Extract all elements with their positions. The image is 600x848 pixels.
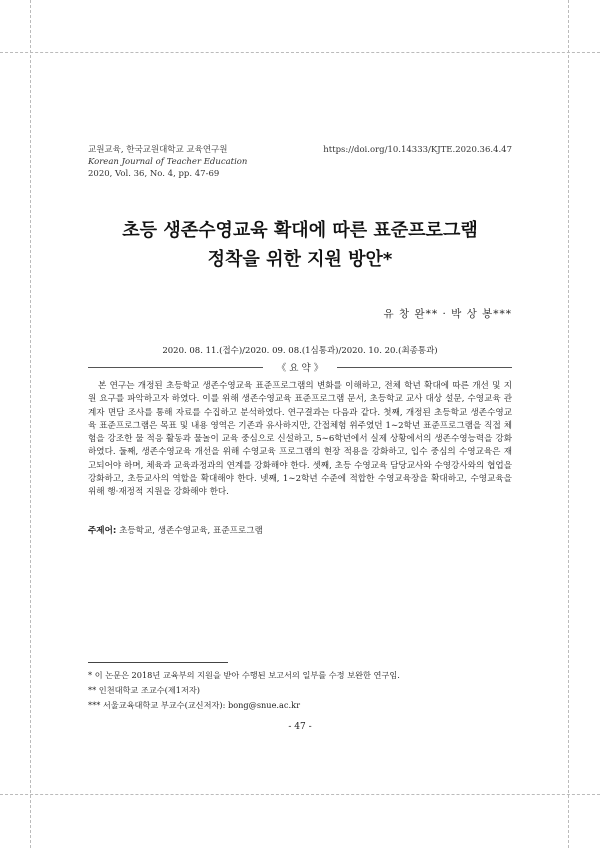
crop-guide-top xyxy=(0,52,600,53)
abstract-label: 《 요 약 》 xyxy=(276,363,324,374)
footnote-rule xyxy=(88,662,228,663)
footnote-corresponding-author: *** 서울교육대학교 부교수(교신저자): bong@snue.ac.kr xyxy=(88,700,300,710)
page-number: - 47 - xyxy=(288,722,312,732)
keywords xyxy=(88,524,263,536)
abstract-text: 본 연구는 개정된 초등학교 생존수영교육 표준프로그램의 변화를 이해하고, 전체 학년 확대에 따른 개선 및 지원 요구를 파악하고자 하였다. 이를 위해 생존수영교육 표준프로그램 문서, 초등학교 교사 대상 설문, 수영교육 관계자 면담 조사를 통해 자료를 수집하고 분석하였다. 연구결과는 다음과 같다. 첫째, 개정된 초등학교 생존수영교육 표준프로그램은 목표 및 내용 영역은 기존과 유사하지만, 간접체험 위주였던 1∼2학년 표준프로그램을 직접 체험을 강조한 물 적응 활동과 물놀이 교육 중심으로 신설하고, 5∼6학년에서 실제 상황에서의 생존수영능력을 강화하였다. 둘째, 생존수영교육 개선을 위해 수영교육 프로그램의 현장 적용을 강화하고, 입수 중심의 수영교육은 재고되어야 하며, 체육과 교육과정과의 연계를 강화해야 한다. 셋째, 초등 수영교육 담당교사와 수영강사와의 협업을 강화하고, 초등교사의 역할을 확대해야 한다. 넷째, 1∼2학년 수준에 적합한 수영교육장을 확대하고, 수영교육을 위해 행·재정적 지원을 강화해야 한다. xyxy=(88,381,512,498)
author-line: 유 창 완** · 박 상 봉*** xyxy=(383,308,512,320)
crop-guide-left xyxy=(30,0,31,848)
crop-guide-right xyxy=(568,0,569,848)
abstract-rule-right xyxy=(337,367,512,368)
paper-title xyxy=(60,216,540,274)
footnote-first-author: ** 인천대학교 조교수(제1저자) xyxy=(88,685,200,695)
paper-title-line2: 정착을 위한 지원 방안* xyxy=(207,249,393,270)
footnotes xyxy=(88,668,400,713)
abstract-heading xyxy=(88,360,512,374)
submission-dates: 2020. 08. 11.(접수)/2020. 09. 08.(1심통과)/2020. 10. 20.(최종통과) xyxy=(162,346,438,356)
journal-english-title: Korean Journal of Teacher Education xyxy=(88,157,248,167)
doi-link[interactable]: https://doi.org/10.14333/KJTE.2020.36.4.47 xyxy=(323,145,512,155)
crop-guide-bottom xyxy=(0,794,600,795)
journal-volume: 2020, Vol. 36, No. 4, pp. 47-69 xyxy=(88,169,220,179)
journal-publisher: 교원교육, 한국교원대학교 교육연구원 xyxy=(88,145,228,155)
paper-title-line1: 초등 생존수영교육 확대에 따른 표준프로그램 xyxy=(122,220,478,241)
journal-header xyxy=(88,144,247,180)
keywords-label: 주제어: xyxy=(88,526,117,536)
keywords-value: 초등학교, 생존수영교육, 표준프로그램 xyxy=(119,526,263,536)
footnote-funding: * 이 논문은 2018년 교육부의 지원을 받아 수행된 보고서의 일부를 수정 보완한 연구임. xyxy=(88,670,400,680)
